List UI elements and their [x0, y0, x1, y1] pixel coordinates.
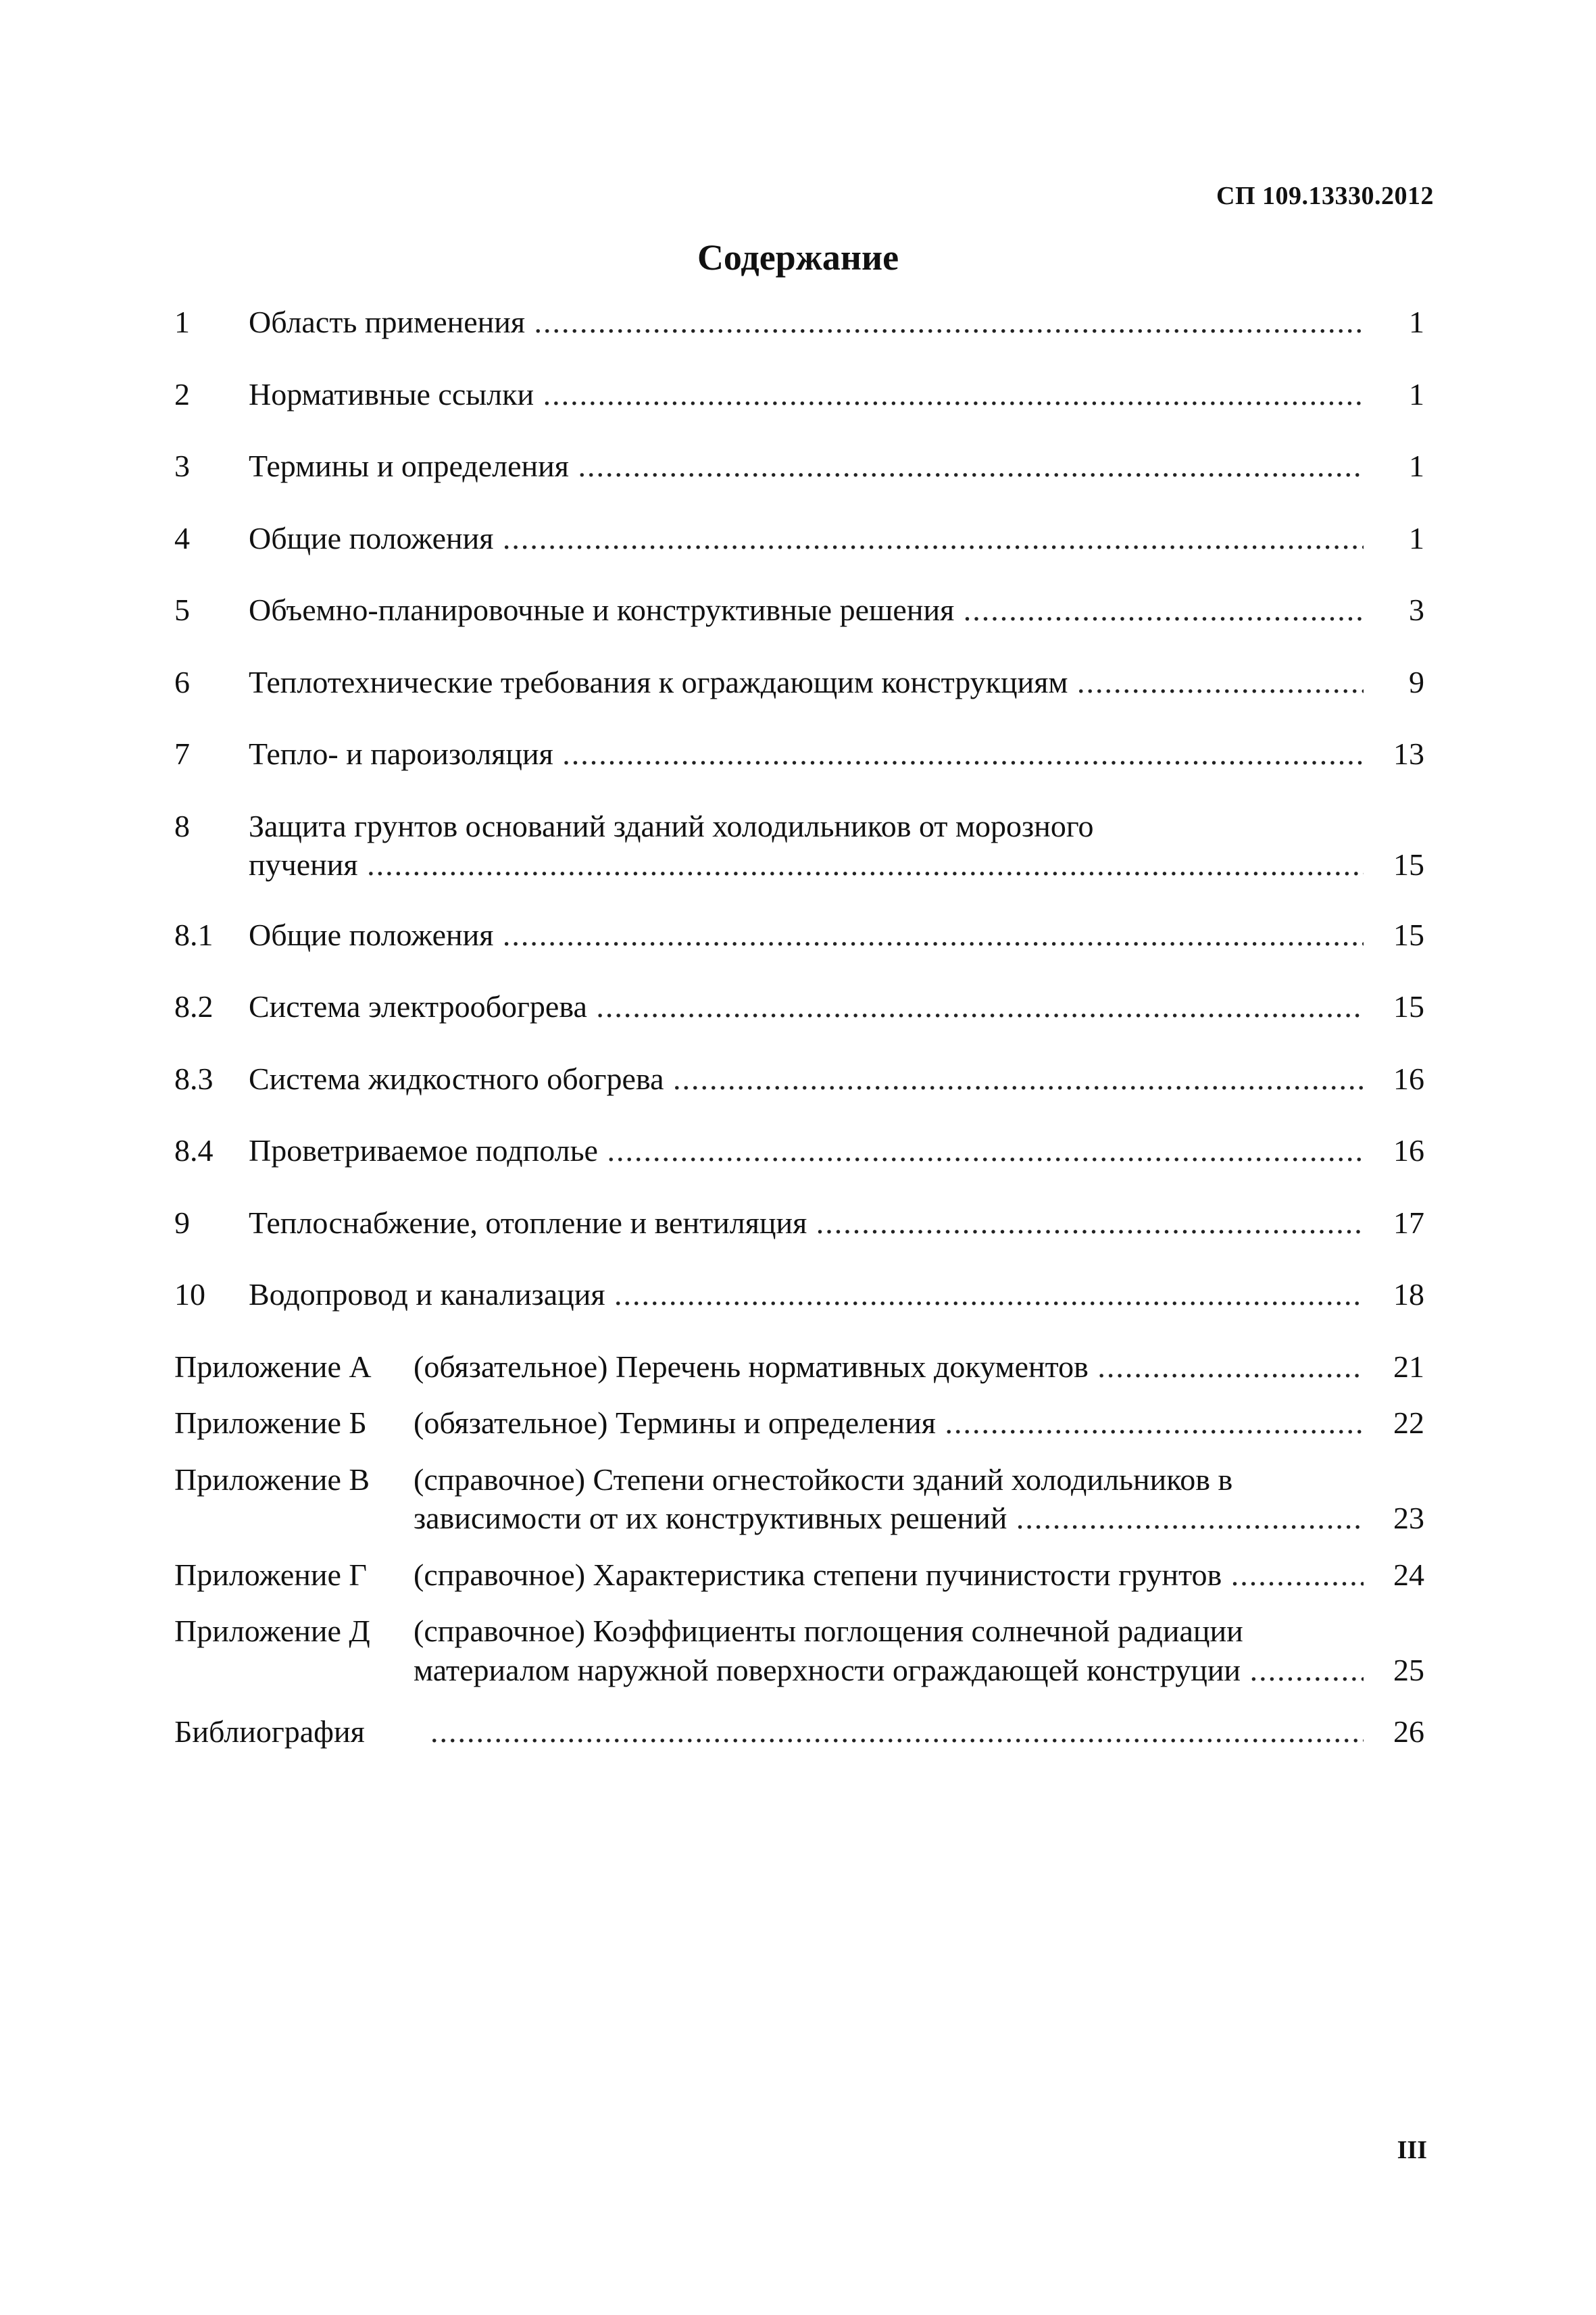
toc-entry-number: 1: [174, 305, 190, 339]
entry-title: [249, 1203, 1377, 1243]
toc-entry[interactable]: [174, 735, 1424, 774]
appendix-entry[interactable]: [174, 1460, 1424, 1538]
entry-title: [249, 375, 1377, 414]
appendix-label: Приложение Б: [174, 1405, 367, 1440]
entry-page-number: 17: [1393, 1205, 1424, 1240]
appendix-label: Библиография: [174, 1714, 365, 1749]
entry-title: [249, 519, 1377, 558]
entry-title: [414, 1712, 1377, 1751]
entry-title: [249, 1060, 1377, 1099]
entry-title: [249, 916, 1377, 955]
appendix-label: Приложение В: [174, 1462, 370, 1497]
appendix-label: Приложение А: [174, 1349, 372, 1384]
entry-page-number: 23: [1393, 1501, 1424, 1535]
entry-title: [414, 1347, 1377, 1387]
entry-page-number: 26: [1393, 1714, 1424, 1749]
document-code: СП 109.13330.2012: [1216, 182, 1434, 210]
entry-title-line: (справочное) Коэффициенты поглощения солнечной радиации: [414, 1614, 1243, 1648]
toc-entry[interactable]: [174, 807, 1424, 885]
toc-entry-number: 8.1: [174, 917, 214, 952]
toc-entry-number: 8.4: [174, 1133, 214, 1168]
entry-title-line: (обязательное) Термины и определения .....: [414, 1403, 1364, 1443]
entry-title-line: Тепло- и пароизоляция .....: [249, 735, 1364, 774]
entry-title-line: материалом наружной поверхности ограждающей конструции .....: [414, 1651, 1364, 1690]
entry-page-number: 1: [1409, 449, 1424, 483]
entry-title-line: Водопровод и канализация .....: [249, 1275, 1364, 1314]
entry-title: [414, 1460, 1377, 1538]
entry-title: [249, 1275, 1377, 1314]
toc-entry-number: 8.2: [174, 989, 214, 1024]
toc-entry-number: 7: [174, 737, 190, 771]
entry-title-line: Проветриваемое подполье .....: [249, 1131, 1364, 1170]
appendix-label: Приложение Д: [174, 1614, 370, 1648]
entry-title-line: Нормативные ссылки .....: [249, 375, 1364, 414]
entry-page-number: 25: [1393, 1652, 1424, 1687]
entry-title-line: пучения .....: [249, 845, 1364, 885]
toc-entry-number: 3: [174, 449, 190, 483]
toc-entry[interactable]: [174, 375, 1424, 414]
appendix-entry[interactable]: [174, 1403, 1424, 1443]
toc-entry[interactable]: [174, 916, 1424, 955]
entry-page-number: 13: [1393, 737, 1424, 771]
toc-entry[interactable]: [174, 303, 1424, 342]
entry-page-number: 15: [1393, 989, 1424, 1024]
entry-title: [249, 303, 1377, 342]
toc-entry-number: 6: [174, 664, 190, 699]
entry-page-number: 21: [1393, 1349, 1424, 1384]
entry-page-number: 15: [1393, 917, 1424, 952]
entry-title: [249, 1131, 1377, 1170]
toc-entry[interactable]: [174, 519, 1424, 558]
toc-entry-number: 8.3: [174, 1061, 214, 1096]
entry-title: [414, 1612, 1377, 1689]
entry-title-line: Область применения .....: [249, 303, 1364, 342]
entry-title-line: зависимости от их конструктивных решений .....: [414, 1499, 1364, 1538]
toc-title: [0, 237, 1596, 278]
entry-title-line: Система жидкостного обогрева .....: [249, 1060, 1364, 1099]
toc-entry[interactable]: [174, 1060, 1424, 1099]
toc-entry-number: 2: [174, 376, 190, 412]
toc-title-text: Содержание: [697, 237, 899, 278]
entry-title: [249, 987, 1377, 1026]
toc-entry[interactable]: [174, 1275, 1424, 1314]
entry-page-number: 16: [1393, 1061, 1424, 1096]
entry-title-line: Система электрообогрева .....: [249, 987, 1364, 1026]
entry-page-number: 1: [1409, 305, 1424, 339]
toc-entry-number: 8: [174, 808, 190, 843]
appendix-entry[interactable]: [174, 1347, 1424, 1387]
entry-title: [249, 591, 1377, 630]
appendix-entry[interactable]: [174, 1555, 1424, 1595]
toc-entry-number: 10: [174, 1277, 205, 1312]
entry-title-line: (обязательное) Перечень нормативных документов .....: [414, 1347, 1364, 1387]
entry-title-line: Теплоснабжение, отопление и вентиляция .....: [249, 1203, 1364, 1243]
toc-entry[interactable]: [174, 591, 1424, 630]
toc-entry[interactable]: [174, 1131, 1424, 1170]
toc-entry[interactable]: [174, 663, 1424, 702]
entry-title-line: Объемно-планировочные и конструктивные решения .....: [249, 591, 1364, 630]
entry-title-line: (справочное) Степени огнестойкости зданий холодильников в: [414, 1462, 1233, 1497]
entry-title-line: Защита грунтов оснований зданий холодильников от морозного: [249, 808, 1094, 843]
entry-page-number: 18: [1393, 1277, 1424, 1312]
toc-entry[interactable]: [174, 1203, 1424, 1243]
entry-title-line: Общие положения .....: [249, 916, 1364, 955]
entry-title: [249, 807, 1377, 885]
entry-title: [249, 663, 1377, 702]
entry-title-line: (справочное) Характеристика степени пучинистости грунтов .....: [414, 1555, 1364, 1595]
entry-page-number: 3: [1409, 593, 1424, 627]
entry-page-number: 16: [1393, 1133, 1424, 1168]
appendix-label: Приложение Г: [174, 1557, 367, 1592]
appendix-entry[interactable]: [174, 1612, 1424, 1689]
entry-title: [249, 447, 1377, 486]
entry-title: [414, 1403, 1377, 1443]
entry-page-number: 1: [1409, 376, 1424, 412]
toc-entry[interactable]: [174, 987, 1424, 1026]
toc-entry[interactable]: [174, 447, 1424, 486]
entry-page-number: 15: [1393, 847, 1424, 882]
toc-entry-number: 9: [174, 1205, 190, 1240]
appendix-entry[interactable]: [174, 1712, 1424, 1751]
entry-title-line: Термины и определения .....: [249, 447, 1364, 486]
entry-title-line: [414, 1712, 1364, 1751]
entry-title-line: Общие положения .....: [249, 519, 1364, 558]
page-number: III: [1397, 2136, 1427, 2164]
entry-title: [414, 1555, 1377, 1595]
entry-title: [249, 735, 1377, 774]
entry-page-number: 1: [1409, 520, 1424, 555]
entry-page-number: 24: [1393, 1557, 1424, 1592]
table-of-contents: [174, 303, 1424, 1769]
entry-page-number: 9: [1409, 664, 1424, 699]
entry-page-number: 22: [1393, 1405, 1424, 1440]
toc-entry-number: 5: [174, 593, 190, 627]
entry-title-line: Теплотехнические требования к ограждающим конструкциям .....: [249, 663, 1364, 702]
toc-entry-number: 4: [174, 520, 190, 555]
